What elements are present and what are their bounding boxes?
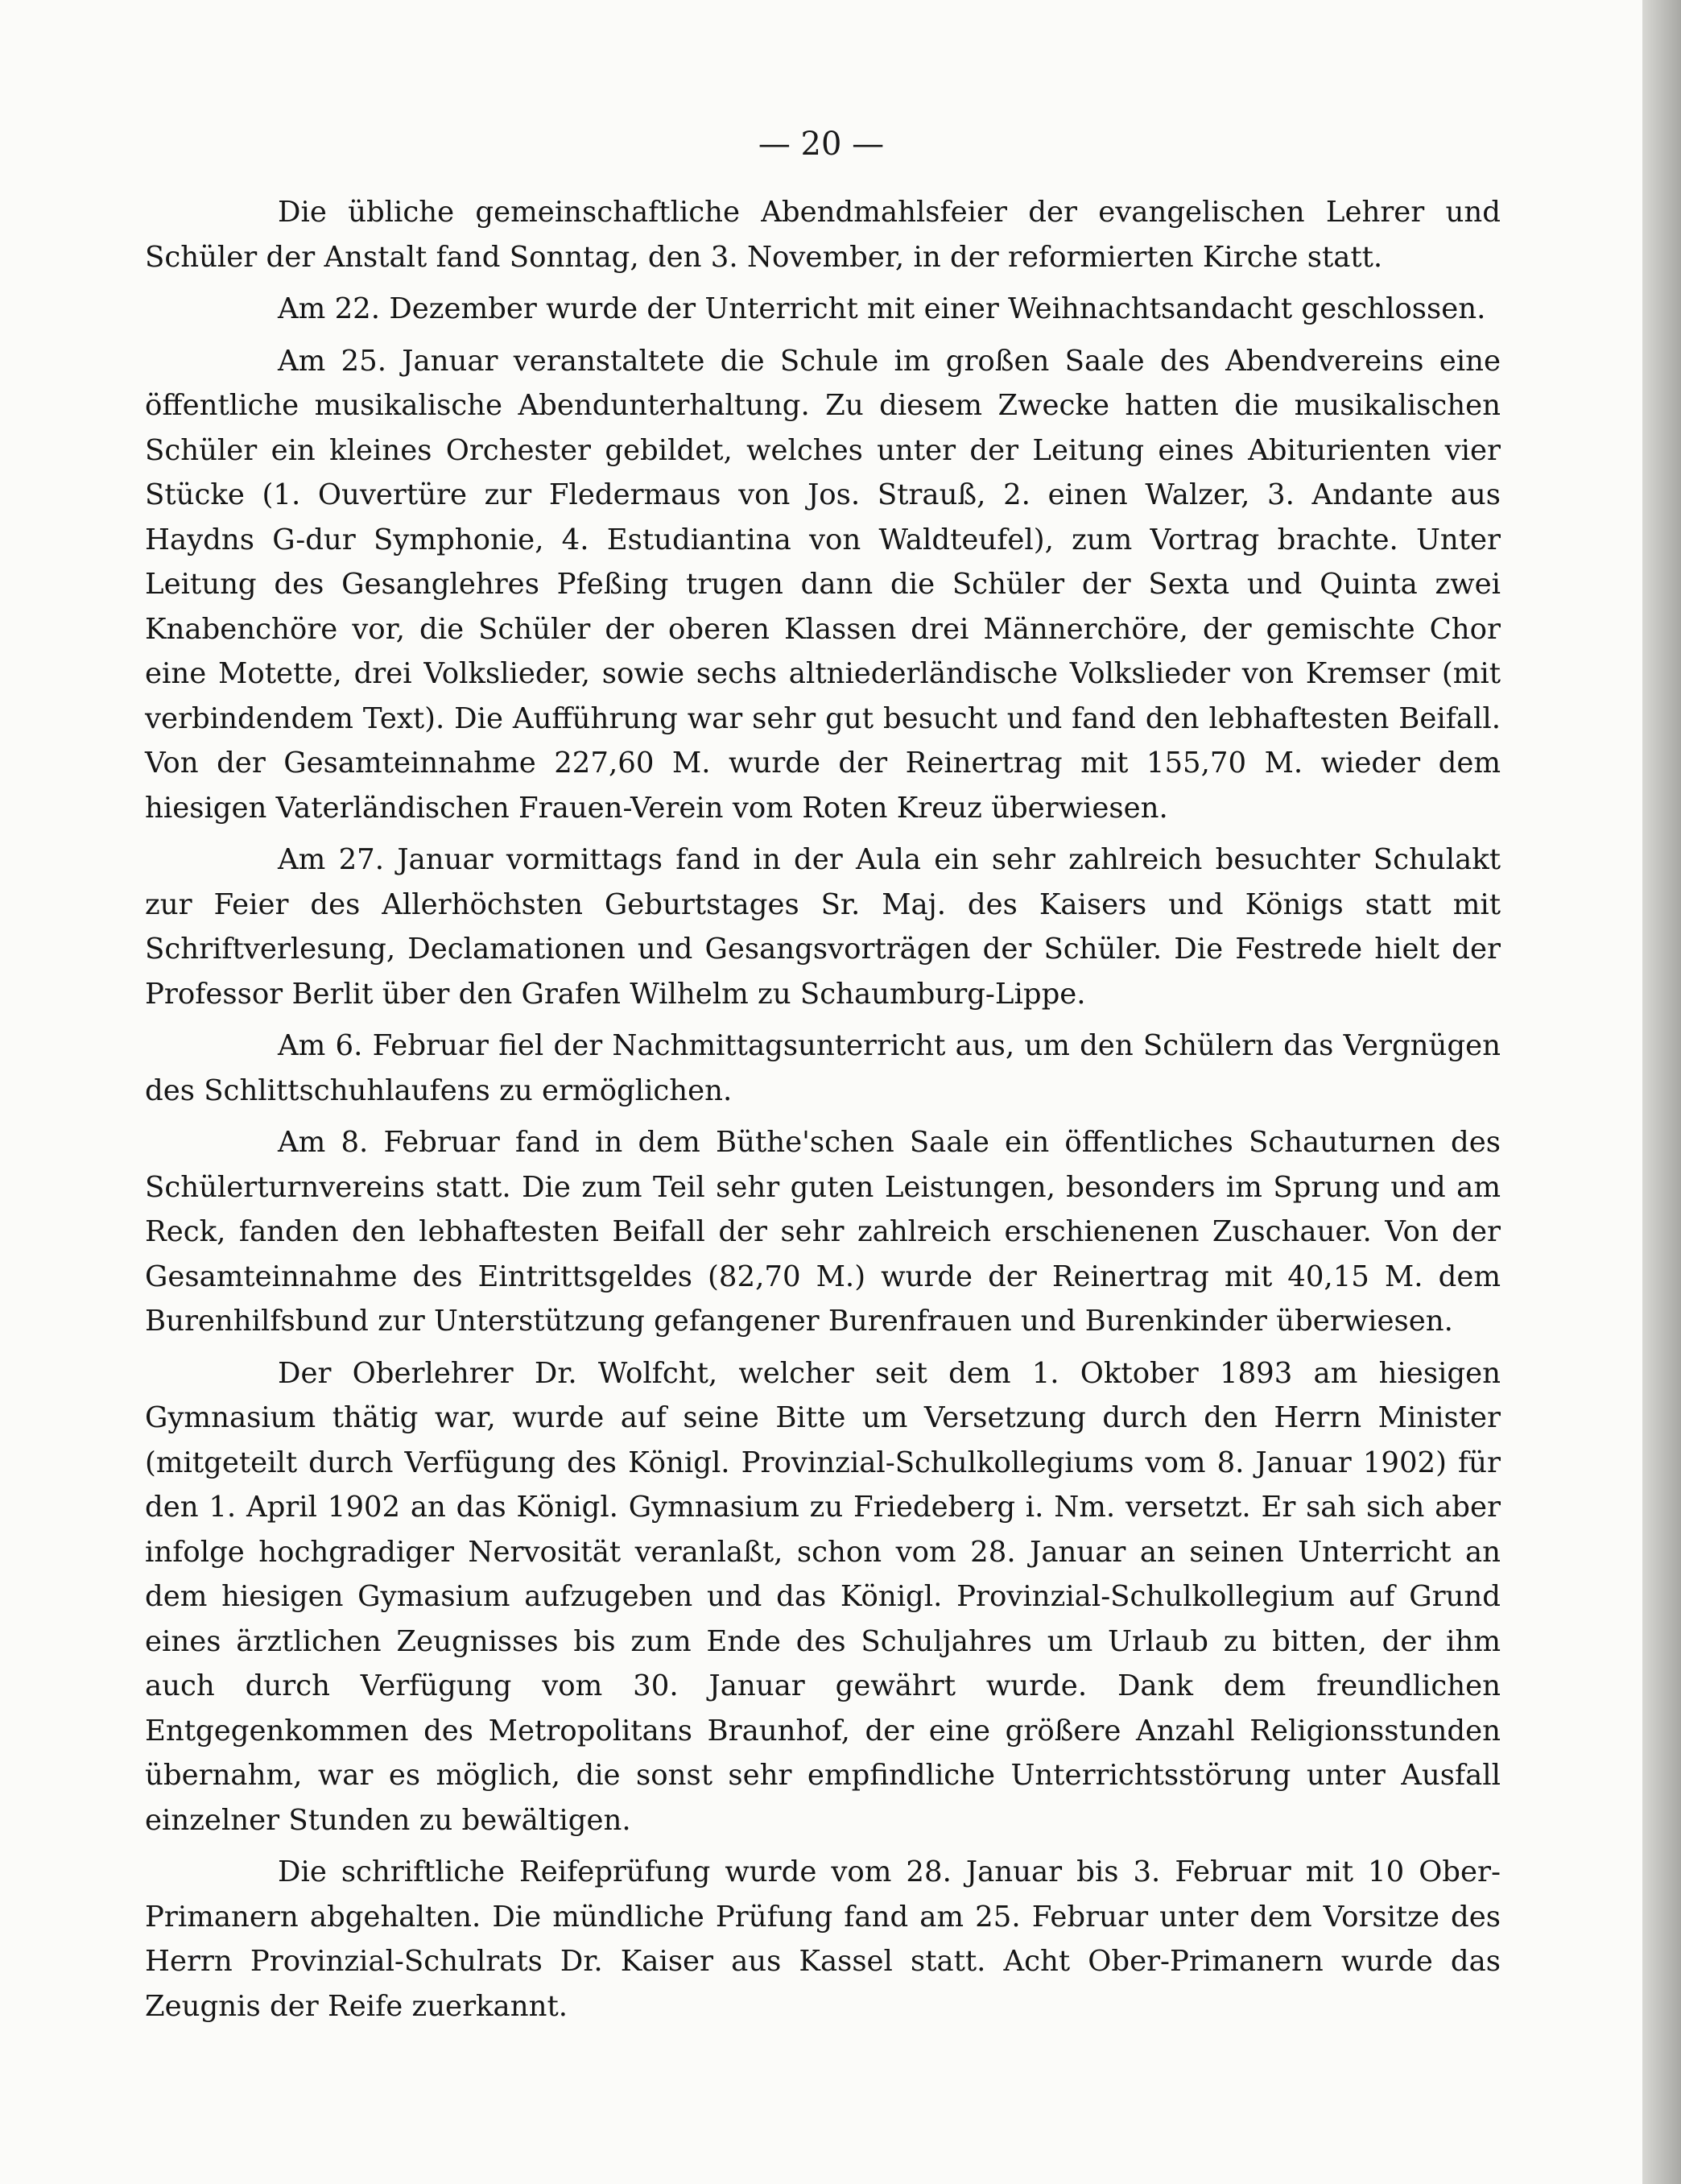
- paragraph-exam: Die schriftliche Reifeprüfung wurde vom 28. Januar bis 3. Februar mit 10 Ober-Primanern abgehalten. Die mündliche Prüfung fand am 25. Februar unter dem Vorsitze des Herrn Provinzial-Schulrats Dr. Kaiser aus Kassel statt. Acht Ober-Primanern wurde das Zeugnis der Reife zuerkannt.: [145, 1855, 1501, 2023]
- paragraph-communion: Die übliche gemeinschaftliche Abendmahlsfeier der evangelischen Lehrer und Schüler der Anstalt fand Sonntag, den 3. November, in der reformierten Kirche statt.: [145, 196, 1501, 274]
- paragraph-kaiser-birthday: Am 27. Januar vormittags fand in der Aula ein sehr zahlreich besuchter Schulakt zur Feier des Allerhöchsten Geburtstages Sr. Maj. des Kaisers und Königs statt mit Schriftverlesung, Declamationen und Gesangsvorträgen der Schüler. Die Festrede hielt der Professor Berlit über den Grafen Wilhelm zu Schaumburg-Lippe.: [145, 843, 1501, 1011]
- body-text: [145, 190, 1501, 2036]
- paragraph-christmas: Am 22. Dezember wurde der Unterricht mit einer Weihnachtsandacht geschlossen.: [278, 292, 1486, 325]
- page-number: — 20 —: [758, 126, 885, 163]
- scan-page-edge: [1642, 0, 1681, 2184]
- paragraph-gymnastics: Am 8. Februar fand in dem Büthe'schen Saale ein öffentliches Schauturnen des Schülerturnvereins statt. Die zum Teil sehr guten Leistungen, besonders im Sprung und am Reck, fanden den lebhaftesten Beifall der sehr zahlreich erschienenen Zuschauer. Von der Gesamteinnahme des Eintrittsgeldes (82,70 M.) wurde der Reinertrag mit 40,15 M. dem Burenhilfsbund zur Unterstützung gefangener Burenfrauen und Burenkinder überwiesen.: [145, 1126, 1501, 1338]
- paragraph-skating: Am 6. Februar fiel der Nachmittagsunterricht aus, um den Schülern das Vergnügen des Schlittschuhlaufens zu ermöglichen.: [145, 1029, 1501, 1107]
- paragraph-concert: Am 25. Januar veranstaltete die Schule im großen Saale des Abendvereins eine öffentliche musikalische Abendunterhaltung. Zu diesem Zwecke hatten die musikalischen Schüler ein kleines Orchester gebildet, welches unter der Leitung eines Abiturienten vier Stücke (1. Ouvertüre zur Fledermaus von Jos. Strauß, 2. einen Walzer, 3. Andante aus Haydns G-dur Symphonie, 4. Estudiantina von Waldteufel), zum Vortrag brachte. Unter Leitung des Gesanglehres Pfeßing trugen dann die Schüler der Sexta und Quinta zwei Knabenchöre vor, die Schüler der oberen Klassen drei Männerchöre, der gemischte Chor eine Motette, drei Volkslieder, sowie sechs altniederländische Volkslieder von Kremser (mit verbindendem Text). Die Aufführung war sehr gut besucht und fand den lebhaftesten Beifall. Von der Gesamteinnahme 227,60 M. wurde der Reinertrag mit 155,70 M. wieder dem hiesigen Vaterländischen Frauen-Verein vom Roten Kreuz überwiesen.: [145, 344, 1501, 825]
- paragraph-teacher-transfer: Der Oberlehrer Dr. Wolfcht, welcher seit dem 1. Oktober 1893 am hiesigen Gymnasium thätig war, wurde auf seine Bitte um Versetzung durch den Herrn Minister (mitgeteilt durch Verfügung des Königl. Provinzial-Schulkollegiums vom 8. Januar 1902) für den 1. April 1902 an das Königl. Gymnasium zu Friedeberg i. Nm. versetzt. Er sah sich aber infolge hochgradiger Nervosität veranlaßt, schon vom 28. Januar an seinen Unterricht an dem hiesigen Gymasium aufzugeben und das Königl. Provinzial-Schulkollegium auf Grund eines ärztlichen Zeugnisses bis zum Ende des Schuljahres um Urlaub zu bitten, der ihm auch durch Verfügung vom 30. Januar gewährt wurde. Dank dem freundlichen Entgegenkommen des Metropolitans Braunhof, der eine größere Anzahl Religionsstunden übernahm, war es möglich, die sonst sehr empfindliche Unterrichtsstörung unter Ausfall einzelner Stunden zu bewältigen.: [145, 1356, 1501, 1837]
